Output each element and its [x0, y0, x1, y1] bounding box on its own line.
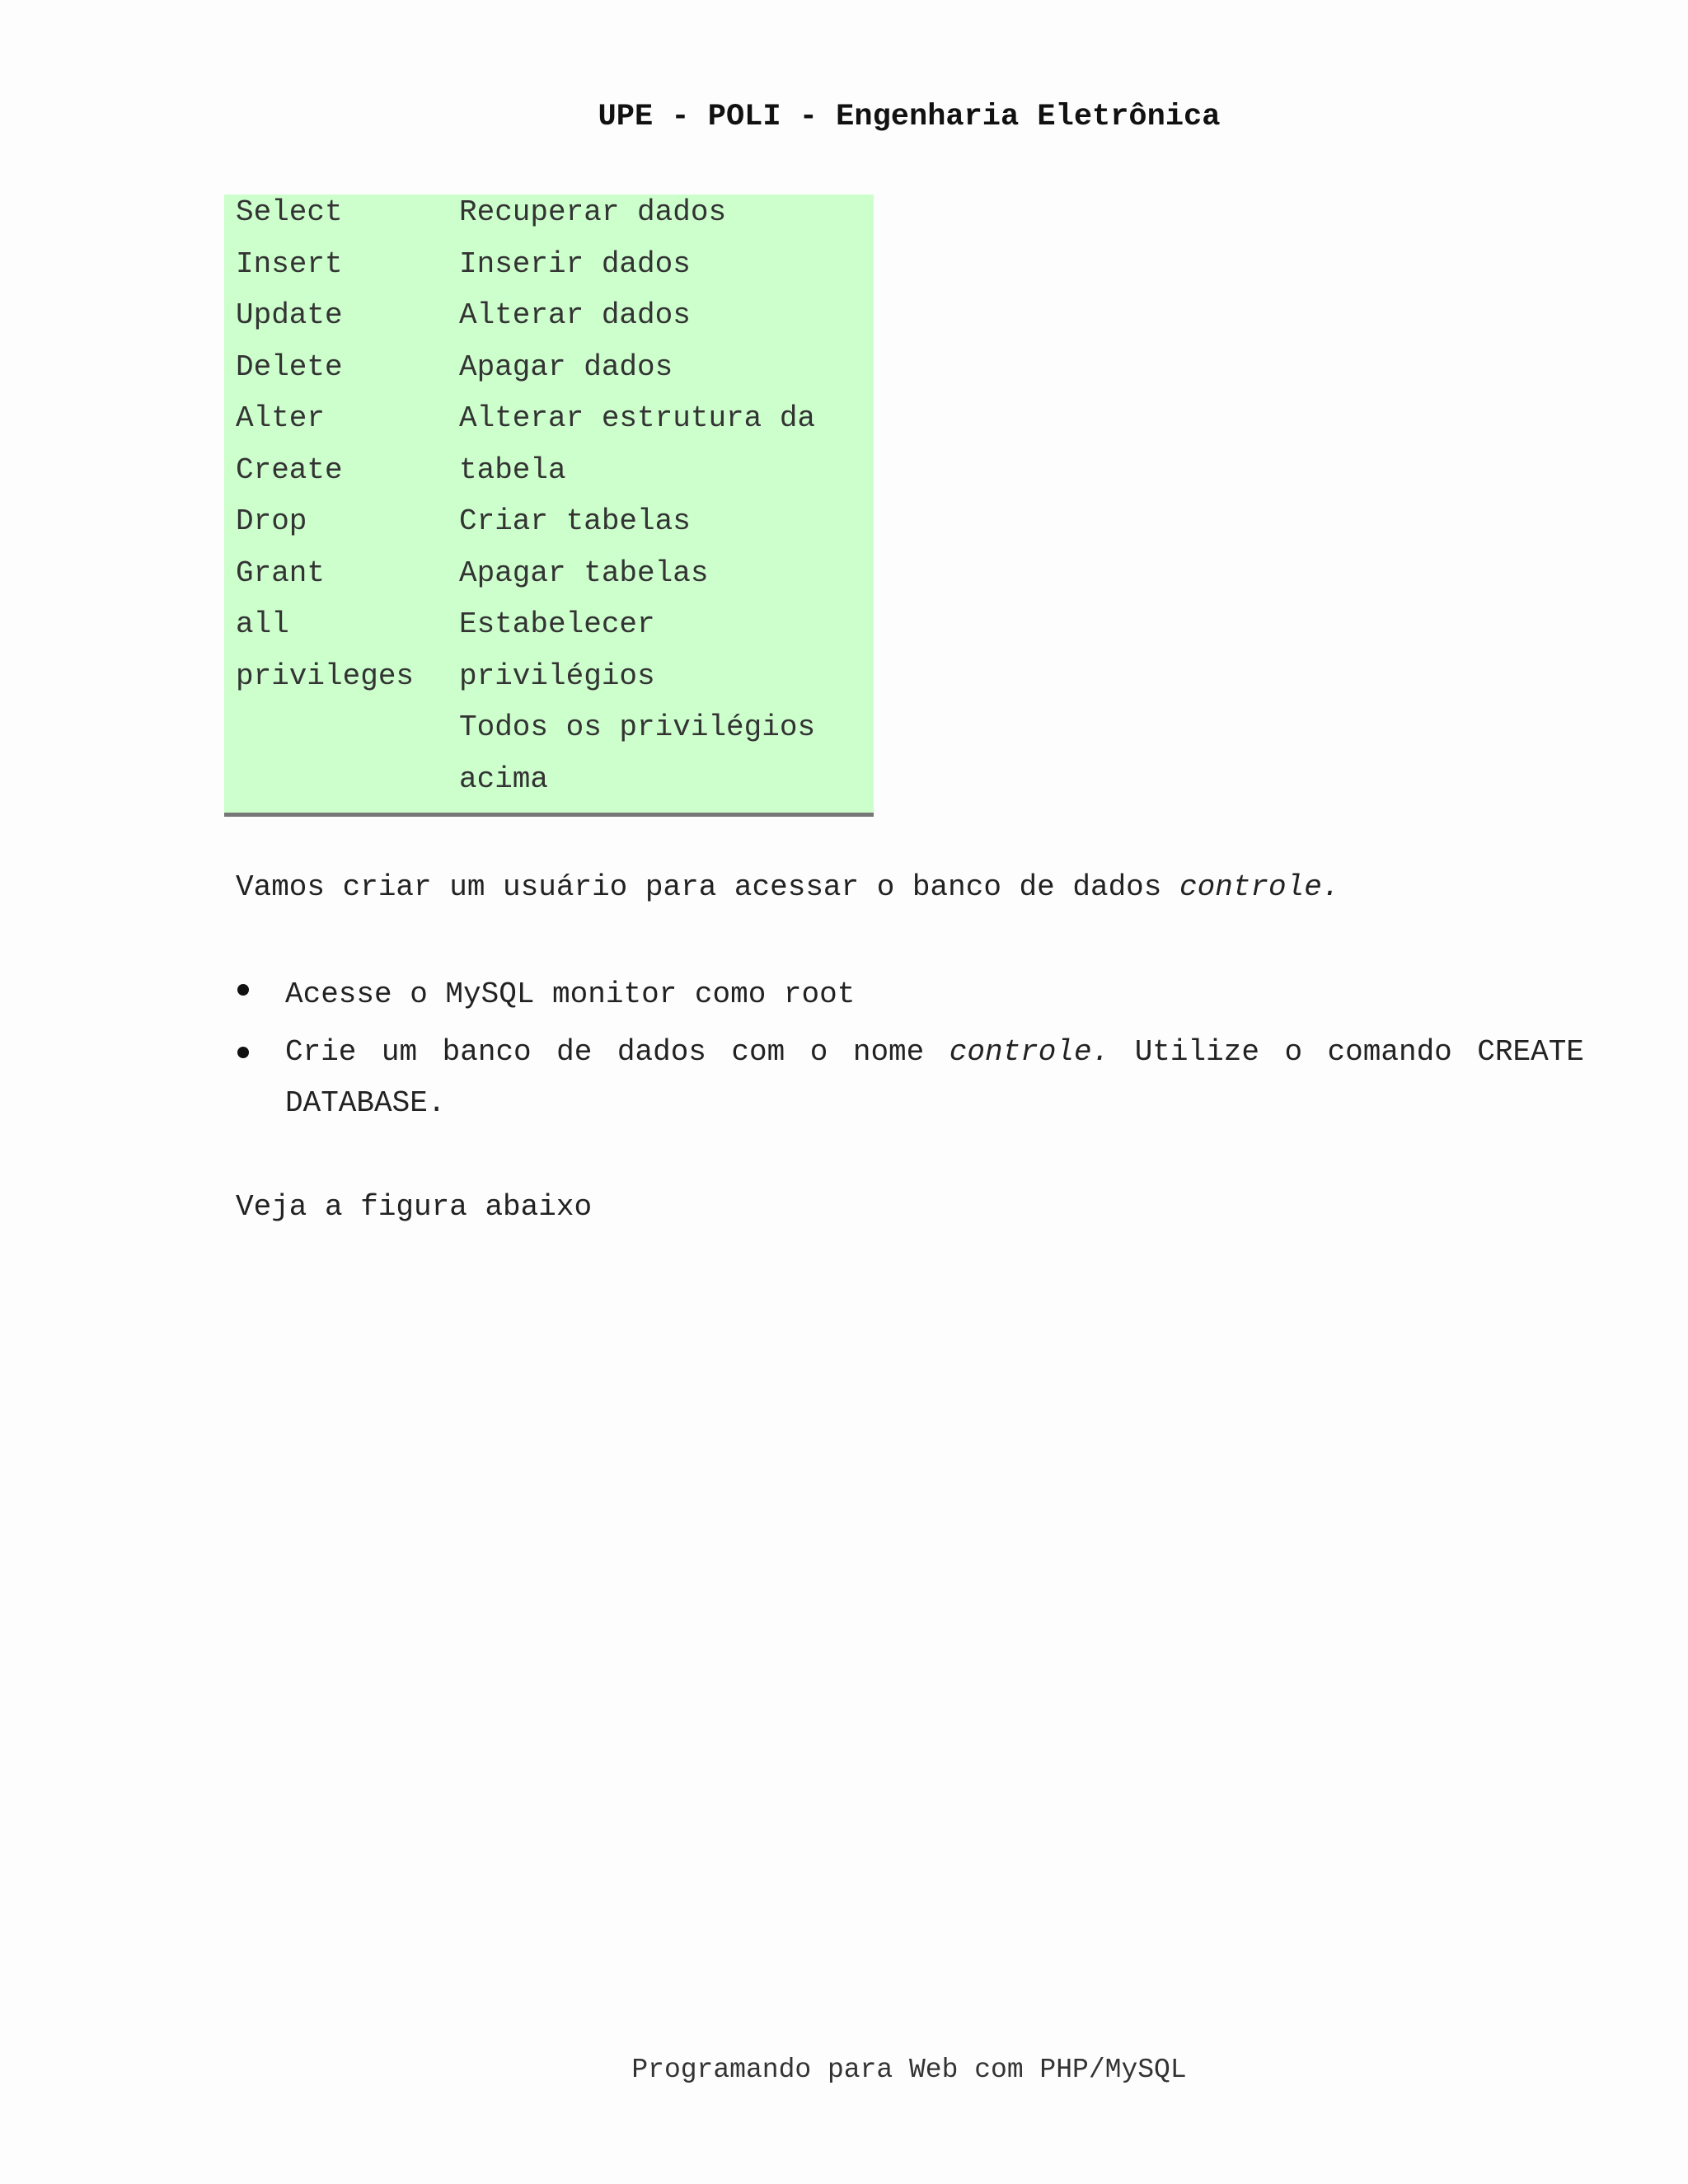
list-item-line: DATABASE.	[285, 1086, 446, 1120]
word: um	[381, 1035, 418, 1069]
command-cell: Drop	[236, 504, 307, 538]
command-cell: Alter	[236, 401, 326, 435]
sql-command-table	[224, 194, 874, 817]
database-name: controle.	[1179, 870, 1340, 904]
command-column	[236, 194, 414, 710]
description-cell: Apagar dados	[459, 349, 673, 384]
page-header: UPE - POLI - Engenharia Eletrônica	[598, 100, 1221, 134]
command-cell: Select	[236, 195, 343, 229]
word: de	[556, 1035, 593, 1069]
word: dados	[617, 1035, 706, 1069]
word: Crie	[285, 1035, 357, 1069]
description-cell: Todos os privilégios	[459, 710, 816, 744]
description-cell: Alterar dados	[459, 298, 691, 332]
description-cell: Inserir dados	[459, 246, 691, 281]
word: banco	[442, 1035, 532, 1069]
command-cell: all	[236, 607, 289, 641]
command-cell: Insert	[236, 246, 343, 281]
bullet-icon	[237, 984, 249, 996]
page-footer: Programando para Web com PHP/MySQL	[631, 2055, 1187, 2085]
database-name: controle.	[949, 1035, 1110, 1069]
word: comando	[1327, 1035, 1452, 1069]
word: CREATE	[1477, 1035, 1584, 1069]
description-cell: privilégios	[459, 658, 655, 693]
command-cell: privileges	[236, 658, 415, 693]
description-cell: acima	[459, 762, 549, 796]
description-cell: Recuperar dados	[459, 195, 727, 229]
description-cell: Estabelecer	[459, 607, 655, 641]
word: nome	[852, 1035, 925, 1069]
word: o	[1284, 1035, 1303, 1069]
description-cell: Alterar estrutura da	[459, 401, 816, 435]
list-item-text: Acesse o MySQL monitor como root	[285, 977, 856, 1011]
command-cell: Update	[236, 298, 343, 332]
description-cell: tabela	[459, 452, 566, 487]
see-figure-text: Veja a figura abaixo	[236, 1190, 593, 1224]
intro-text: Vamos criar um usuário para acessar o banco de dados	[236, 870, 1179, 904]
intro-paragraph	[236, 867, 1339, 908]
list-item	[236, 1032, 1584, 1124]
list-item	[236, 974, 1584, 1032]
description-cell: Apagar tabelas	[459, 555, 709, 590]
list-item-line	[285, 1032, 1584, 1073]
bullet-icon	[237, 1047, 249, 1058]
word: com	[731, 1035, 785, 1069]
command-cell: Grant	[236, 555, 326, 590]
description-cell: Criar tabelas	[459, 504, 691, 538]
instruction-list	[236, 974, 1584, 1124]
command-cell: Create	[236, 452, 343, 487]
word: Utilize	[1134, 1035, 1259, 1069]
word: o	[809, 1035, 828, 1069]
description-column	[459, 194, 815, 813]
command-cell: Delete	[236, 349, 343, 384]
